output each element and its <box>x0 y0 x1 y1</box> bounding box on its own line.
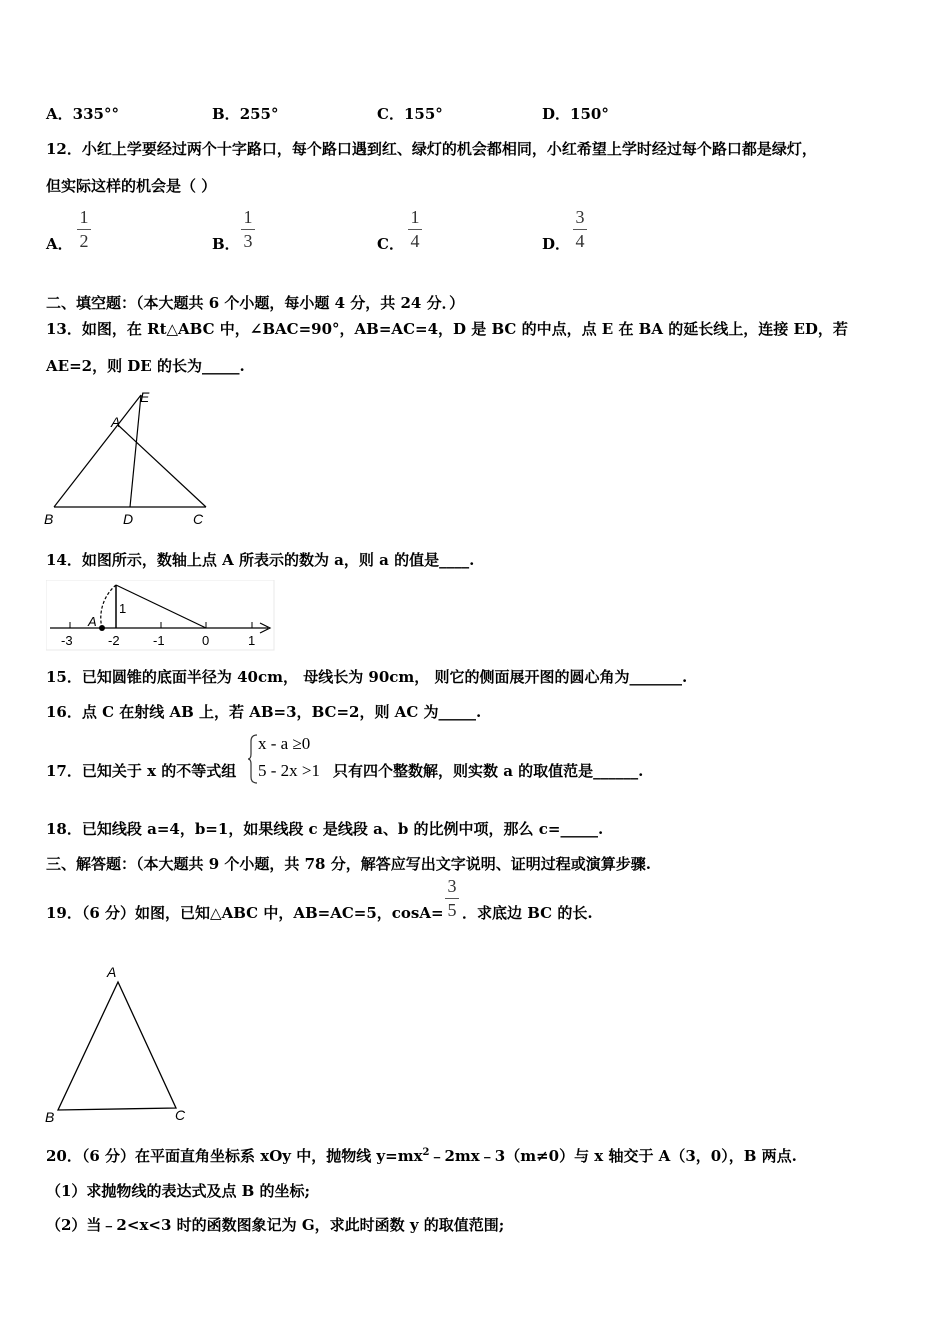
option-value: 335°° <box>72 105 119 123</box>
option-label: B． <box>212 105 240 123</box>
q17-suffix: 只有四个整数解，则实数 a 的取值范是______. <box>333 762 644 780</box>
label-d: D <box>123 511 134 527</box>
hypotenuse <box>116 585 206 628</box>
q12-line1: 12．小红上学要经过两个十字路口，每个路口遇到红、绿灯的机会都相同，小红希望上学时经过每个路口都是绿灯， <box>46 140 817 158</box>
tick-label-0: 0 <box>202 633 210 648</box>
q12-option-d-label: D． <box>542 235 571 253</box>
numerator: 3 <box>575 207 585 227</box>
section-3-heading: 三、解答题：（本大题共 9 个小题，共 78 分，解答应写出文字说明、证明过程或演算步骤. <box>46 855 651 873</box>
label-a: A <box>111 414 121 430</box>
q13-line1: 13．如图，在 Rt△ABC 中，∠BAC=90°，AB=AC=4，D 是 BC 的中点，点 E 在 BA 的延长线上，连接 ED，若 <box>46 320 848 338</box>
q12-option-c-label: C． <box>377 235 404 253</box>
tick-label-neg2: -2 <box>108 633 120 648</box>
denominator: 3 <box>243 231 253 251</box>
q11-option-b <box>212 103 279 124</box>
denominator: 4 <box>575 231 585 251</box>
q12-option-a-label: A． <box>46 235 73 253</box>
q13-figure <box>40 385 220 530</box>
segment-be <box>54 395 141 507</box>
q17-inequality-1: x - a ≥0 <box>258 734 311 753</box>
q19-prefix: 19．（6 分）如图，已知△ABC 中，AB=AC=5，cosA= <box>46 904 444 922</box>
q19-cos-fraction <box>445 876 459 921</box>
q20-line1-start: 20．（6 分）在平面直角坐标系 xOy 中，抛物线 y=mx <box>46 1147 423 1165</box>
section-2-heading: 二、填空题：（本大题共 6 个小题，每小题 4 分，共 24 分．） <box>46 294 465 312</box>
q20-part2: （2）当﹣2<x<3 时的函数图象记为 G，求此时函数 y 的取值范围; <box>46 1216 505 1234</box>
label-a: A <box>107 964 117 980</box>
option-label: C． <box>377 105 404 123</box>
numerator: 1 <box>79 207 89 227</box>
compass-arc <box>101 585 116 628</box>
option-value: 255° <box>239 105 279 123</box>
option-label: D． <box>542 105 571 123</box>
tick-label-neg3: -3 <box>61 633 73 648</box>
q14-number-line-figure <box>46 580 278 652</box>
option-label: A． <box>46 105 73 123</box>
option-value: 155° <box>403 105 443 123</box>
q20-line1 <box>46 1145 797 1166</box>
point-a <box>99 625 105 631</box>
tick-label-1: 1 <box>248 633 256 648</box>
q12-option-d-fraction <box>573 207 587 252</box>
label-b: B <box>45 1109 55 1125</box>
point-a-label: A <box>88 614 97 629</box>
numerator: 1 <box>410 207 420 227</box>
q12-option-b-fraction <box>241 207 255 252</box>
q15-text: 15．已知圆锥的底面半径为 40cm， 母线长为 90cm， 则它的侧面展开图的圆心角为_______. <box>46 668 688 686</box>
triangle-abc <box>58 982 176 1110</box>
q19-triangle-figure <box>40 960 200 1126</box>
q11-option-a <box>46 103 119 124</box>
q12-option-a-fraction <box>77 207 91 252</box>
q12-option-c-fraction <box>408 207 422 252</box>
q20-part1: （1）求抛物线的表达式及点 B 的坐标; <box>46 1182 311 1200</box>
q16-text: 16．点 C 在射线 AB 上，若 AB=3，BC=2，则 AC 为_____. <box>46 703 482 721</box>
label-b: B <box>44 511 54 527</box>
q13-line2: AE=2，则 DE 的长为_____. <box>46 357 245 375</box>
q19-suffix: ．求底边 BC 的长. <box>462 904 593 922</box>
denominator: 4 <box>410 231 420 251</box>
exponent: 2 <box>422 1147 430 1158</box>
q11-option-d <box>542 103 609 124</box>
q12-line2: 但实际这样的机会是（ ） <box>46 177 217 195</box>
tick-label-neg1: -1 <box>153 633 165 648</box>
q18-text: 18．已知线段 a=4，b=1，如果线段 c 是线段 a、b 的比例中项，那么 c=_____. <box>46 820 604 838</box>
denominator: 5 <box>447 900 457 920</box>
q17-inequality-2: 5 - 2x >1 <box>258 761 320 780</box>
denominator: 2 <box>79 231 89 251</box>
q12-option-b-label: B． <box>212 235 240 253</box>
q17-prefix: 17．已知关于 x 的不等式组 <box>46 762 237 780</box>
numerator: 3 <box>447 876 457 896</box>
option-value: 150° <box>570 105 609 123</box>
height-label: 1 <box>119 601 127 616</box>
q11-option-c <box>377 103 443 124</box>
label-e: E <box>140 389 150 405</box>
q14-text: 14．如图所示，数轴上点 A 所表示的数为 a，则 a 的值是____. <box>46 551 475 569</box>
q20-line1-end: ﹣2mx﹣3（m≠0）与 x 轴交于 A（3，0），B 两点. <box>429 1147 797 1165</box>
label-c: C <box>175 1107 186 1123</box>
numerator: 1 <box>243 207 253 227</box>
label-c: C <box>193 511 204 527</box>
segment-ed <box>130 395 141 507</box>
